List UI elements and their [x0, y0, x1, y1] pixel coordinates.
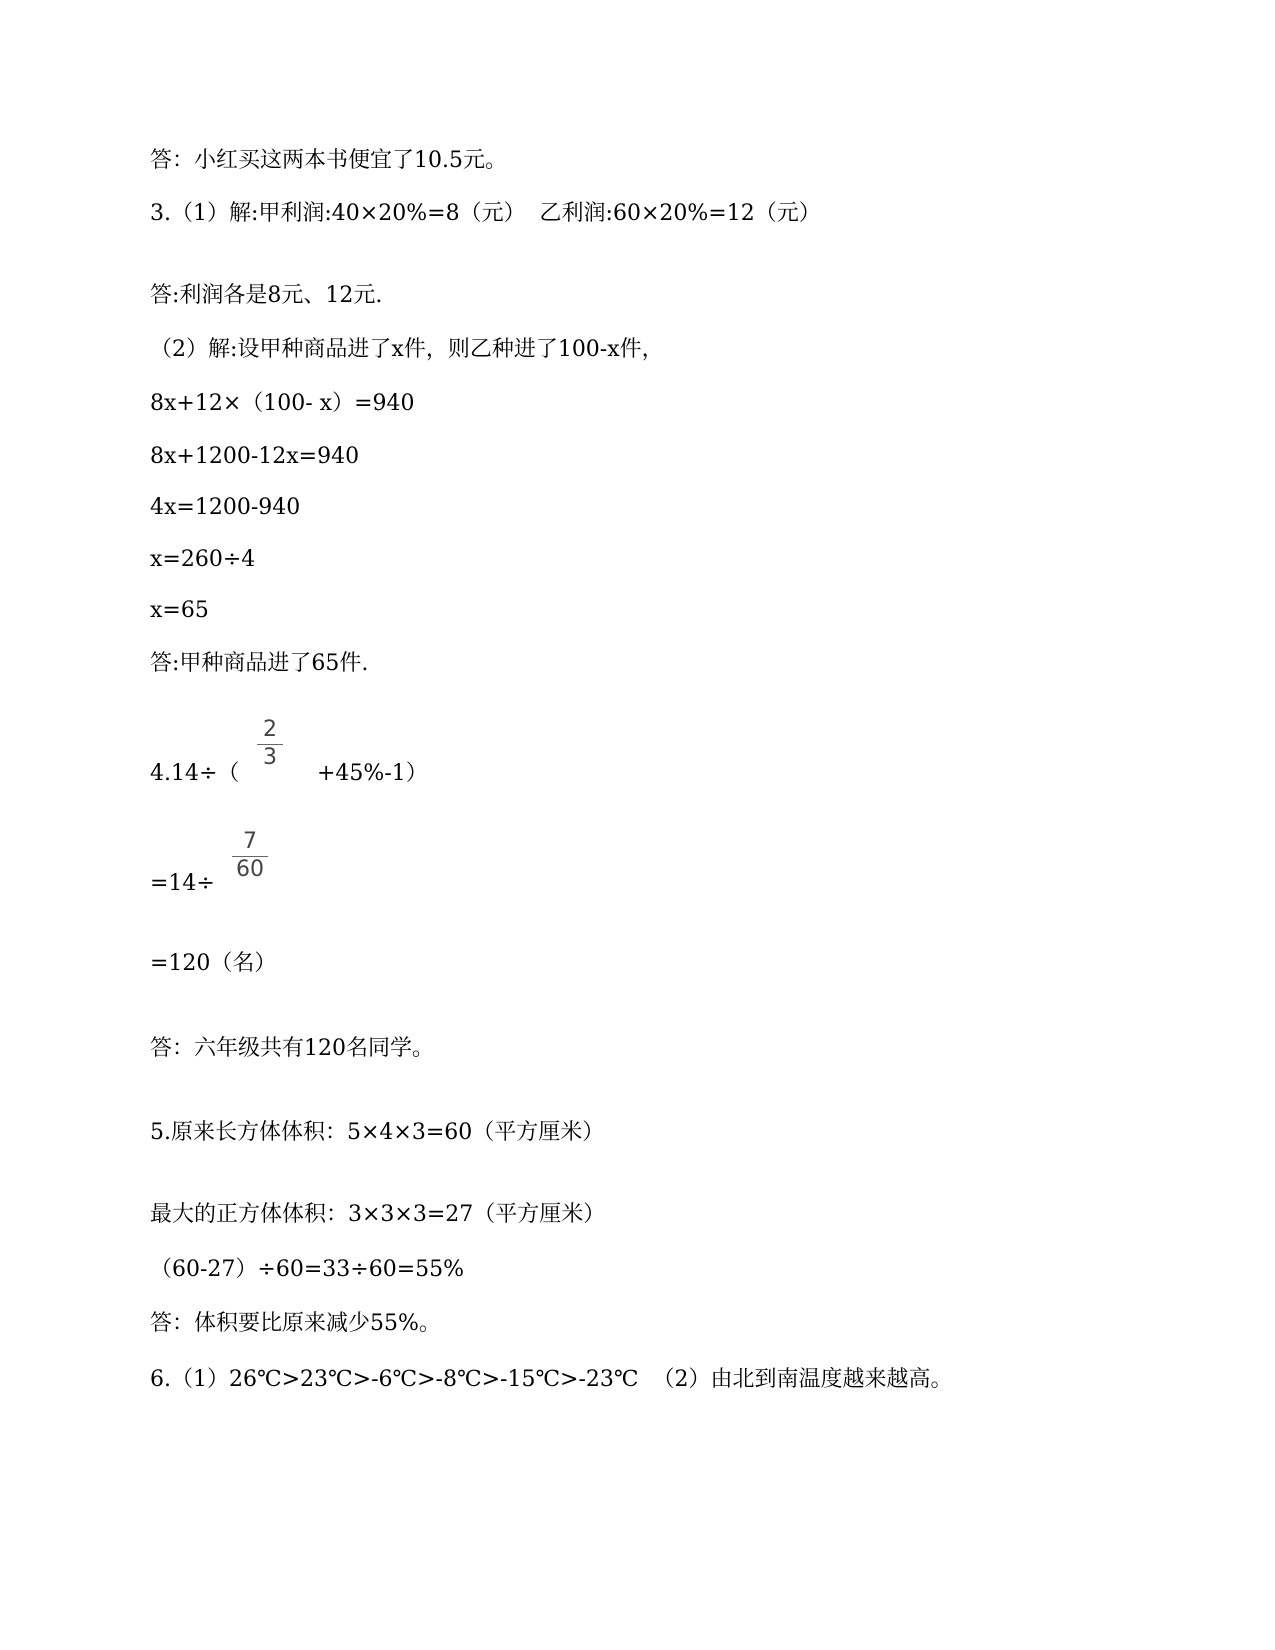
fraction-denominator: 3: [263, 745, 277, 770]
fraction-numerator: 2: [263, 717, 277, 742]
problem-3-part-2: （2）解:设甲种商品进了x件，则乙种进了100-x件，: [150, 337, 664, 362]
answer-line-3-2: 答:甲种商品进了65件.: [150, 651, 369, 676]
problem-5-line-1: 5.原来长方体体积：5×4×3=60（平方厘米）: [150, 1120, 605, 1145]
answer-line-3-1: 答:利润各是8元、12元.: [150, 283, 383, 308]
fraction-seven-sixtieths: [232, 830, 268, 882]
answer-line-5: 答：体积要比原来减少55%。: [150, 1311, 441, 1336]
answer-line-4: 答：六年级共有120名同学。: [150, 1036, 434, 1061]
problem-4-end: +45%-1）: [317, 761, 428, 786]
answer-line-1: 答：小红买这两本书便宜了10.5元。: [150, 148, 507, 173]
problem-5-line-3: （60-27）÷60=33÷60=55%: [150, 1257, 465, 1282]
equation-step-2: 8x+1200-12x=940: [150, 444, 360, 469]
problem-3-part-1: 3.（1）解:甲利润:40×20%=8（元） 乙利润:60×20%=12（元）: [150, 201, 821, 226]
equation-step-1: 8x+12×（100- x）=940: [150, 391, 415, 416]
equation-step-4: x=260÷4: [150, 547, 256, 572]
equation-step-5: x=65: [150, 598, 209, 623]
problem-4-step-3: =120（名）: [150, 951, 277, 976]
equation-step-3: 4x=1200-940: [150, 495, 301, 520]
problem-6: 6.（1）26℃>23℃>-6℃>-8℃>-15℃>-23℃ （2）由北到南温度越来越高。: [150, 1367, 953, 1392]
problem-5-line-2: 最大的正方体体积：3×3×3=27（平方厘米）: [150, 1202, 606, 1227]
fraction-two-thirds: [257, 718, 283, 770]
fraction-numerator: 7: [243, 829, 257, 854]
fraction-denominator: 60: [236, 857, 264, 882]
problem-4-start: 4.14÷（: [150, 761, 240, 786]
problem-4-step-2: =14÷: [150, 871, 215, 896]
